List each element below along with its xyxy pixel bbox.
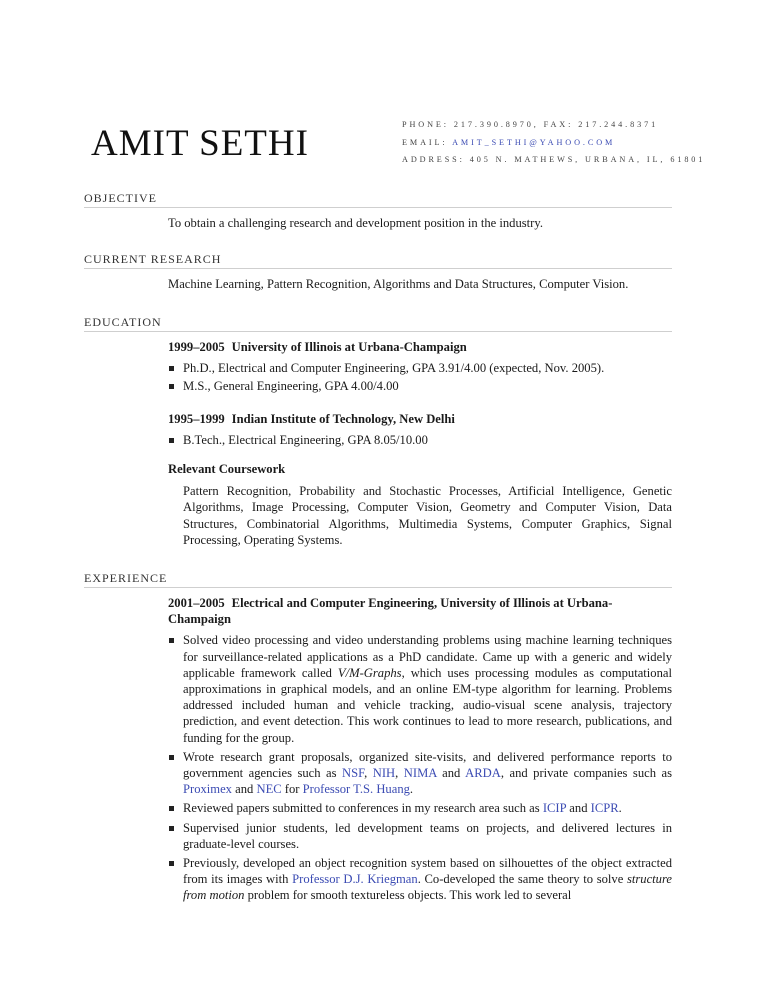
education-degree-list [168,360,672,394]
email-link[interactable]: AMIT_SETHI@YAHOO.COM [452,137,616,147]
list-item: Previously, developed an object recognition system based on silhouettes of the object extracted from its images with Professor D.J. Kriegman. Co-developed the same theory to solve structure from motion problem for smooth textureless objects. This work led to several [168,855,672,904]
kriegman-link[interactable]: Professor D.J. Kriegman [292,872,418,887]
research-section [84,253,672,292]
experience-heading: EXPERIENCE [84,572,672,588]
objective-section [84,192,672,231]
email-label: EMAIL: [402,137,453,147]
phone-fax-line: PHONE: 217.390.8970, FAX: 217.244.8371 [402,120,659,129]
education-degree-list [168,432,672,448]
candidate-name: AMIT SETHI [91,123,309,164]
nih-link[interactable]: NIH [372,766,396,781]
list-item: Supervised junior students, led development teams on projects, and delivered lectures in graduate-level courses. [168,820,672,852]
list-item: Solved video processing and video understanding problems using machine learning techniques for surveillance-related applications as a PhD candidate. Came up with a generic and widely applicable framework called V/M-Graphs, which uses processing modules as computational approximations in graphical models, and an online EM-type algorithm for learning. Problems addressed included human and vehicle tracking, audio-visual scene analysis, trajectory prediction, and event detection. This work continues to lead to more research, publications, and funding for the group. [168,632,672,745]
list-item: Ph.D., Electrical and Computer Engineering, GPA 3.91/4.00 (expected, Nov. 2005). [168,360,672,376]
huang-link[interactable]: Professor T.S. Huang [302,782,410,797]
sfm-term: structure from motion [183,872,672,903]
education-entry-head [168,411,672,427]
experience-years: 2001–2005 [168,596,225,610]
experience-body [168,595,672,904]
contact-block [402,116,705,169]
address-line: ADDRESS: 405 N. MATHEWS, URBANA, IL, 61801 [402,155,706,164]
education-institution: Indian Institute of Technology, New Delhi [231,411,455,426]
research-heading: CURRENT RESEARCH [84,253,672,269]
coursework-text: Pattern Recognition, Probability and Stochastic Processes, Artificial Intelligence, Genetic Algorithms, Image Processing, Computer Vision, Geometry and Computer Vision, Data Structures, Combinatorial Algorithms, Multimedia Systems, Computer Graphics, Signal Processing, Operating Systems. [183,484,672,547]
education-heading: EDUCATION [84,316,672,332]
nec-link[interactable]: NEC [256,782,282,797]
experience-bullets [168,632,672,903]
list-item: M.S., General Engineering, GPA 4.00/4.00 [168,378,672,394]
icpr-link[interactable]: ICPR [590,801,619,816]
education-section [84,316,672,548]
education-entry-head [168,339,672,355]
education-body [168,339,672,548]
list-item: Reviewed papers submitted to conferences in my research area such as ICIP and ICPR. [168,800,672,816]
research-text: Machine Learning, Pattern Recognition, Algorithms and Data Structures, Computer Vision. [168,277,629,291]
education-institution: University of Illinois at Urbana-Champaign [231,340,467,354]
nsf-link[interactable]: NSF [342,766,365,781]
objective-text: To obtain a challenging research and development position in the industry. [168,216,543,230]
icip-link[interactable]: ICIP [542,801,567,816]
proximex-link[interactable]: Proximex [183,782,232,797]
coursework-heading: Relevant Coursework [168,462,286,477]
education-years: 1995–1999 [168,411,225,426]
experience-entry-head [168,595,672,627]
nima-link[interactable]: NIMA [403,766,437,781]
list-item: B.Tech., Electrical Engineering, GPA 8.05/10.00 [168,432,672,448]
email-line [402,134,705,152]
experience-section [84,572,672,904]
list-item: Wrote research grant proposals, organized site-visits, and delivered performance reports to government agencies such as NSF, NIH, NIMA and ARDA, and private companies such as Proximex and NEC for Professor T.S. Huang. [168,749,672,798]
experience-org: Electrical and Computer Engineering, University of Illinois at Urbana-Champaign [168,596,613,627]
arda-link[interactable]: ARDA [465,766,501,781]
vm-graphs-term: V/M-Graphs [337,665,402,680]
objective-heading: OBJECTIVE [84,192,672,208]
education-years: 1999–2005 [168,340,225,354]
